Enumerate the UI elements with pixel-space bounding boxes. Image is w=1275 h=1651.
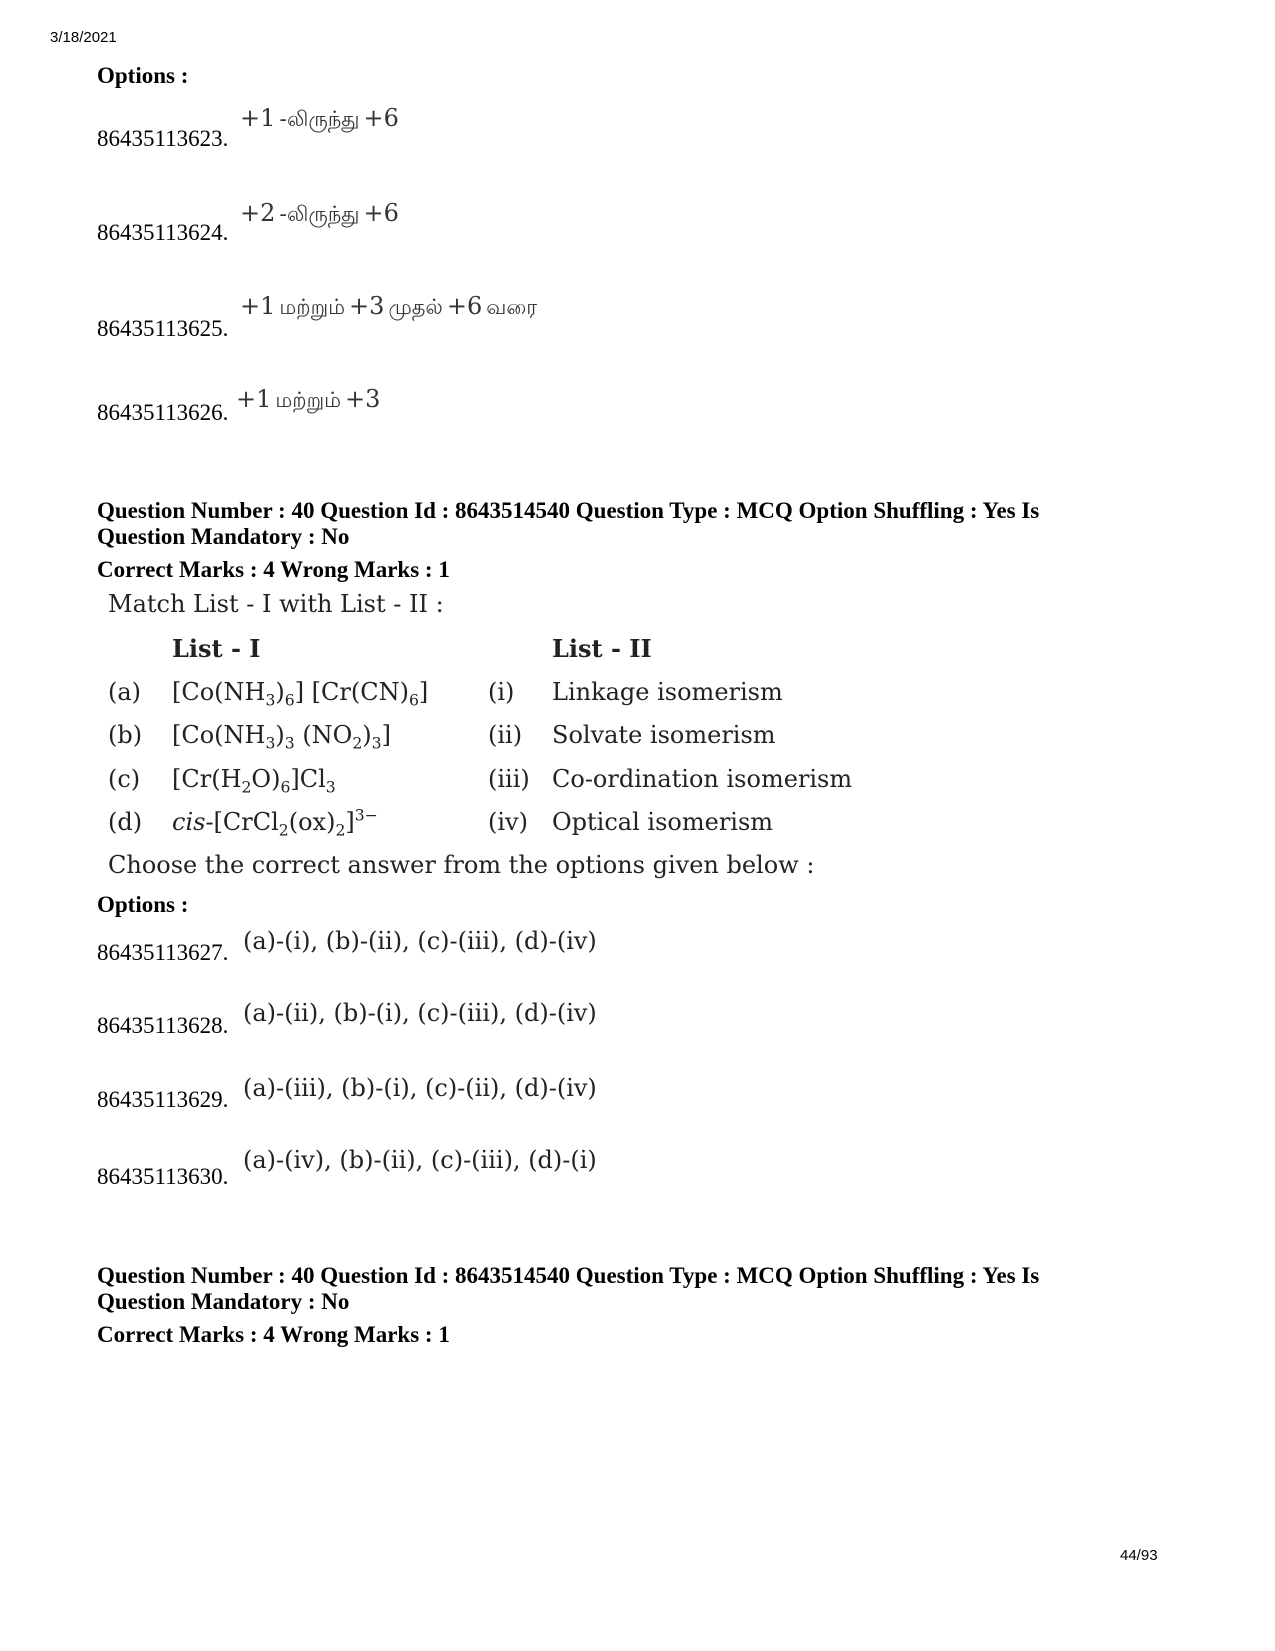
option-text: (a)-(ii), (b)-(i), (c)-(iii), (d)-(iv) [243, 999, 597, 1027]
option-id: 86435113626. [97, 400, 229, 425]
row-compound: $[Cr(H_2O)_6]Cl_3$ [172, 765, 336, 797]
options-label: Options : [97, 892, 189, 917]
option-content: +2 -லிருந்து +6 [240, 199, 399, 227]
question-marks: Correct Marks : 4 Wrong Marks : 1 [97, 557, 450, 582]
row-compound: $[Co(NH_3)_6]$ $[Cr(CN)_6]$ [172, 678, 429, 710]
option-content: +1 -லிருந்து +6 [240, 104, 399, 132]
options-label: Options : [97, 63, 189, 88]
row-numeral: (i) [488, 678, 515, 706]
row-item: Linkage isomerism [552, 678, 783, 706]
row-label: (b) [108, 721, 143, 749]
question-instruction: Choose the correct answer from the options given below : [108, 851, 815, 879]
page-number: 44/93 [1120, 1547, 1158, 1564]
row-compound: [$Co(NH_3)_3$ $(NO_2)_3$] [172, 721, 391, 753]
option-id: 86435113630. [97, 1164, 229, 1189]
print-date: 3/18/2021 [50, 29, 117, 46]
option-id: 86435113627. [97, 940, 229, 965]
question-marks: Correct Marks : 4 Wrong Marks : 1 [97, 1322, 450, 1347]
option-content: +1 மற்றும் +3 முதல் +6 வரை [240, 292, 538, 320]
row-label: (c) [108, 765, 141, 793]
list1-header: List - I [172, 634, 261, 663]
row-numeral: (iv) [488, 808, 528, 836]
option-text: (a)-(iii), (b)-(i), (c)-(ii), (d)-(iv) [243, 1074, 597, 1102]
option-id: 86435113629. [97, 1087, 229, 1112]
row-label: (d) [108, 808, 143, 836]
row-label: (a) [108, 678, 142, 706]
option-content: +1 மற்றும் +3 [236, 385, 381, 413]
option-id: 86435113628. [97, 1013, 229, 1038]
question-prompt: Match List - I with List - II : [108, 590, 444, 618]
option-text: (a)-(iv), (b)-(ii), (c)-(iii), (d)-(i) [243, 1146, 597, 1174]
option-id: 86435113625. [97, 316, 229, 341]
option-text: (a)-(i), (b)-(ii), (c)-(iii), (d)-(iv) [243, 927, 597, 955]
question-meta: Question Number : 40 Question Id : 8643514540 Question Type : MCQ Option Shuffling : Yes Is [97, 1263, 1040, 1288]
list2-header: List - II [552, 634, 652, 663]
row-numeral: (iii) [488, 765, 530, 793]
row-item: Co-ordination isomerism [552, 765, 853, 793]
question-mandatory: Question Mandatory : No [97, 524, 350, 549]
row-item: Solvate isomerism [552, 721, 776, 749]
option-id: 86435113624. [97, 220, 229, 245]
row-compound: cis-$[CrCl_2(ox)_2]^{3-}$ [172, 806, 378, 840]
row-item: Optical isomerism [552, 808, 774, 836]
question-meta: Question Number : 40 Question Id : 8643514540 Question Type : MCQ Option Shuffling : Yes Is [97, 498, 1040, 523]
option-id: 86435113623. [97, 126, 229, 151]
question-mandatory: Question Mandatory : No [97, 1289, 350, 1314]
row-numeral: (ii) [488, 721, 523, 749]
